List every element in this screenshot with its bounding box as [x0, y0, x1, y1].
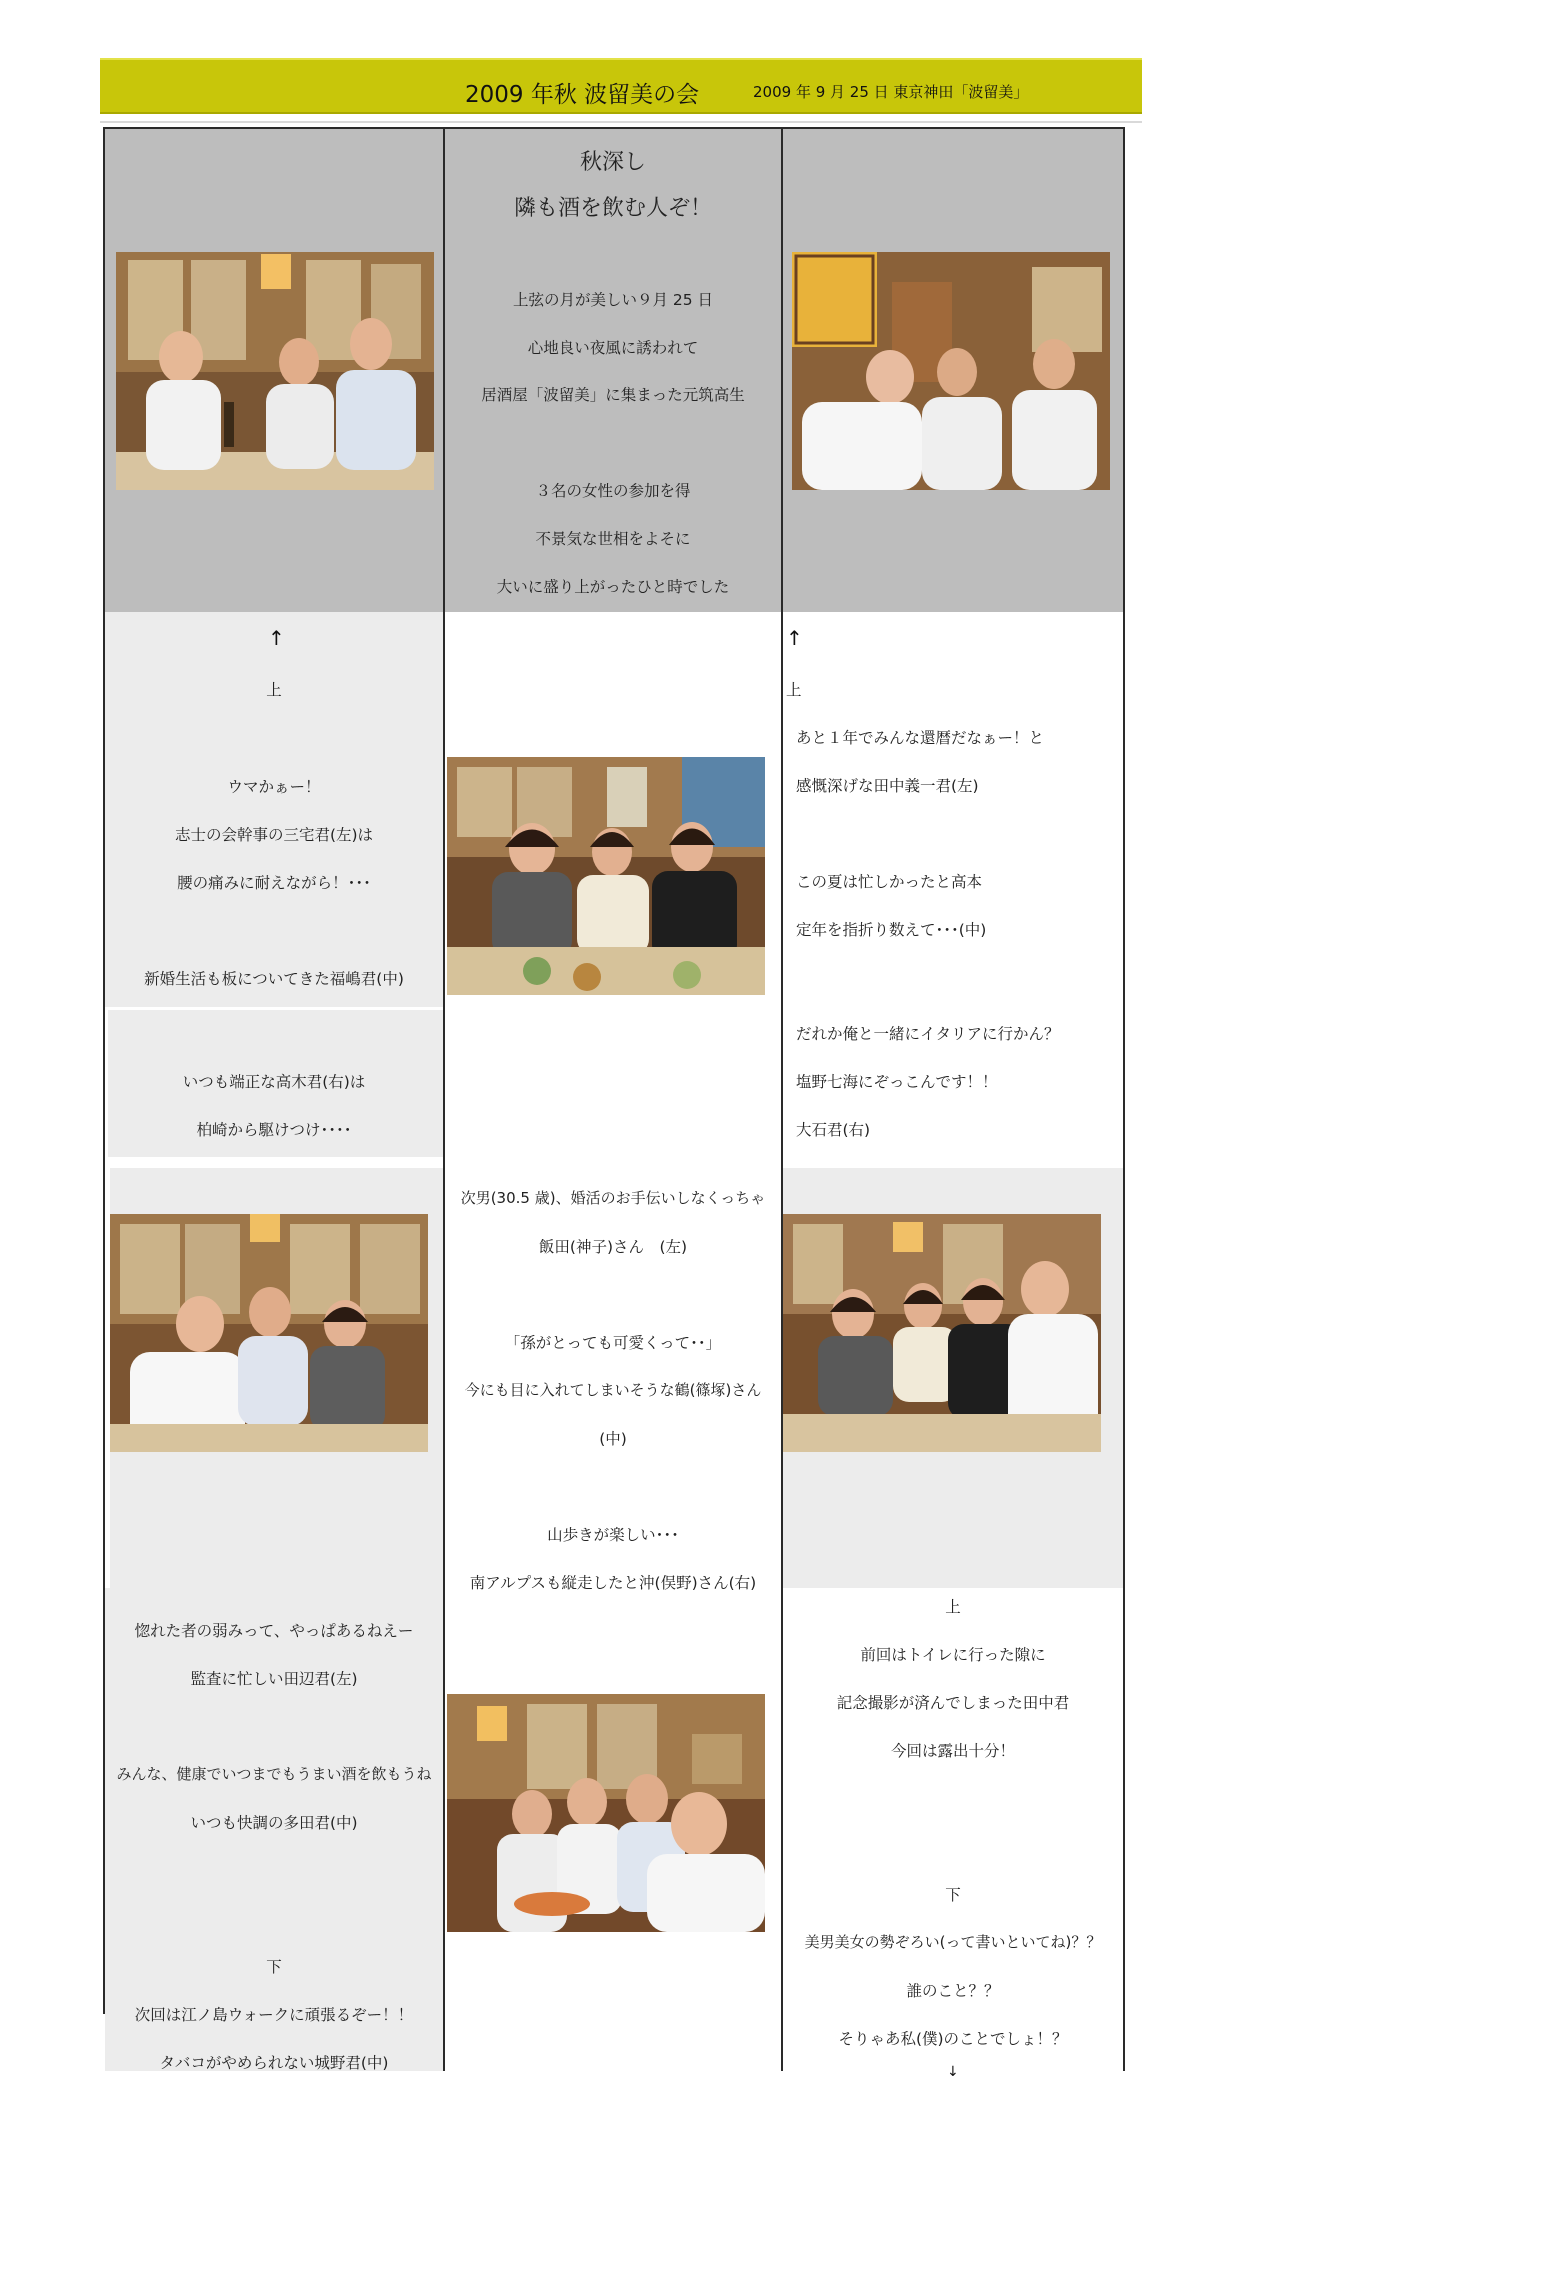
- caption-line: 腰の痛みに耐えながら！･･･: [177, 874, 371, 892]
- caption-line: 南アルプスも縦走したと沖(俣野)さん(右): [469, 1574, 757, 1592]
- caption-line: 感慨深げな田中義一君(左): [796, 777, 979, 795]
- caption-line: 惚れた者の弱みって、やっぱあるねえー: [134, 1622, 414, 1640]
- caption-line: 「孫がとっても可愛くって･･」: [504, 1334, 722, 1352]
- caption-line: 今にも目に入れてしまいそうな鶴(篠塚)さん: [464, 1381, 762, 1399]
- intro-subheading: 隣も酒を飲む人ぞ！: [513, 196, 712, 221]
- intro-line: 上弦の月が美しい９月 25 日: [512, 291, 714, 309]
- caption-line: 監査に忙しい田辺君(左): [190, 1670, 358, 1688]
- photo-group-men: [447, 1694, 765, 1932]
- top-rule: [103, 127, 1125, 129]
- photo-women-and-man: [783, 1214, 1101, 1452]
- caption-line: 次回は江ノ島ウォークに頑張るぞー！！: [134, 2006, 414, 2024]
- position-label: 上: [945, 1598, 961, 1616]
- column-rule-right: [1123, 127, 1125, 2071]
- column-rule-mid-2: [781, 127, 783, 2071]
- caption-line: 志士の会幹事の三宅君(左)は: [174, 826, 374, 844]
- intro-line: ３名の女性の参加を得: [535, 482, 691, 500]
- intro-line: 大いに盛り上がったひと時でした: [496, 578, 730, 596]
- caption-line: この夏は忙しかったと高本: [796, 873, 983, 891]
- caption-line: 柏崎から駆けつけ････: [196, 1121, 352, 1139]
- page-title: 2009 年秋 波留美の会: [465, 82, 700, 108]
- caption-line: 新婚生活も板についてきた福嶋君(中): [144, 970, 404, 988]
- position-label: 上: [266, 681, 282, 699]
- arrow-up-icon: ↑: [268, 626, 285, 650]
- caption-line: いつも快調の多田君(中): [190, 1814, 358, 1832]
- caption-line: 記念撮影が済んでしまった田中君: [836, 1694, 1070, 1712]
- caption-line: タバコがやめられない城野君(中): [159, 2054, 389, 2072]
- intro-line: 居酒屋「波留美」に集まった元筑高生: [481, 386, 745, 404]
- caption-line: 飯田(神子)さん (左): [538, 1238, 688, 1256]
- caption-line: いつも端正な高木君(右)は: [182, 1073, 366, 1091]
- intro-line: 心地良い夜風に誘われて: [527, 339, 699, 357]
- photo-three-men-left: [116, 252, 434, 490]
- event-date-location: 2009 年 9 月 25 日 東京神田「波留美」: [753, 83, 1029, 101]
- divider: [100, 121, 1142, 123]
- caption-line: そりゃあ私(僕)のことでしょ！？: [838, 2030, 1068, 2048]
- caption-line: 大石君(右): [796, 1121, 871, 1139]
- caption-line: あと１年でみんな還暦だなぁー！と: [796, 729, 1045, 747]
- intro-heading: 秋深し: [579, 150, 646, 175]
- arrow-up-icon: ↑: [786, 626, 803, 650]
- left-mid-panel: [105, 612, 443, 1007]
- caption-line: 今回は露出十分！: [890, 1742, 1015, 1760]
- caption-line: 山歩きが楽しい･･･: [547, 1526, 679, 1544]
- arrow-down-icon: ↓: [947, 2064, 959, 2080]
- caption-line: みんな、健康でいつまでもうまい酒を飲もうね: [116, 1765, 432, 1783]
- position-label: 上: [786, 681, 802, 699]
- position-label: 下: [266, 1958, 282, 1976]
- caption-line: 定年を指折り数えて･･･(中): [796, 921, 987, 939]
- column-rule-mid-1: [443, 127, 445, 2071]
- photo-three-men-right: [792, 252, 1110, 490]
- caption-line: 誰のこと？？: [906, 1982, 1000, 2000]
- caption-line: (中): [599, 1430, 627, 1448]
- caption-line: ウマかぁー！: [227, 778, 321, 796]
- caption-line: 美男美女の勢ぞろい(って書いといてね)？？: [804, 1933, 1102, 1951]
- caption-line: 塩野七海にぞっこんです！！: [796, 1073, 998, 1091]
- intro-line: 不景気な世相をよそに: [535, 530, 691, 548]
- caption-line: だれか俺と一緒にイタリアに行かん？: [796, 1025, 1060, 1043]
- position-label: 下: [945, 1886, 961, 1904]
- caption-line: 次男(30.5 歳)、婚活のお手伝いしなくっちゃ: [460, 1189, 766, 1207]
- photo-three-women: [447, 757, 765, 995]
- photo-two-men-one-woman: [110, 1214, 428, 1452]
- caption-line: 前回はトイレに行った隙に: [860, 1646, 1046, 1664]
